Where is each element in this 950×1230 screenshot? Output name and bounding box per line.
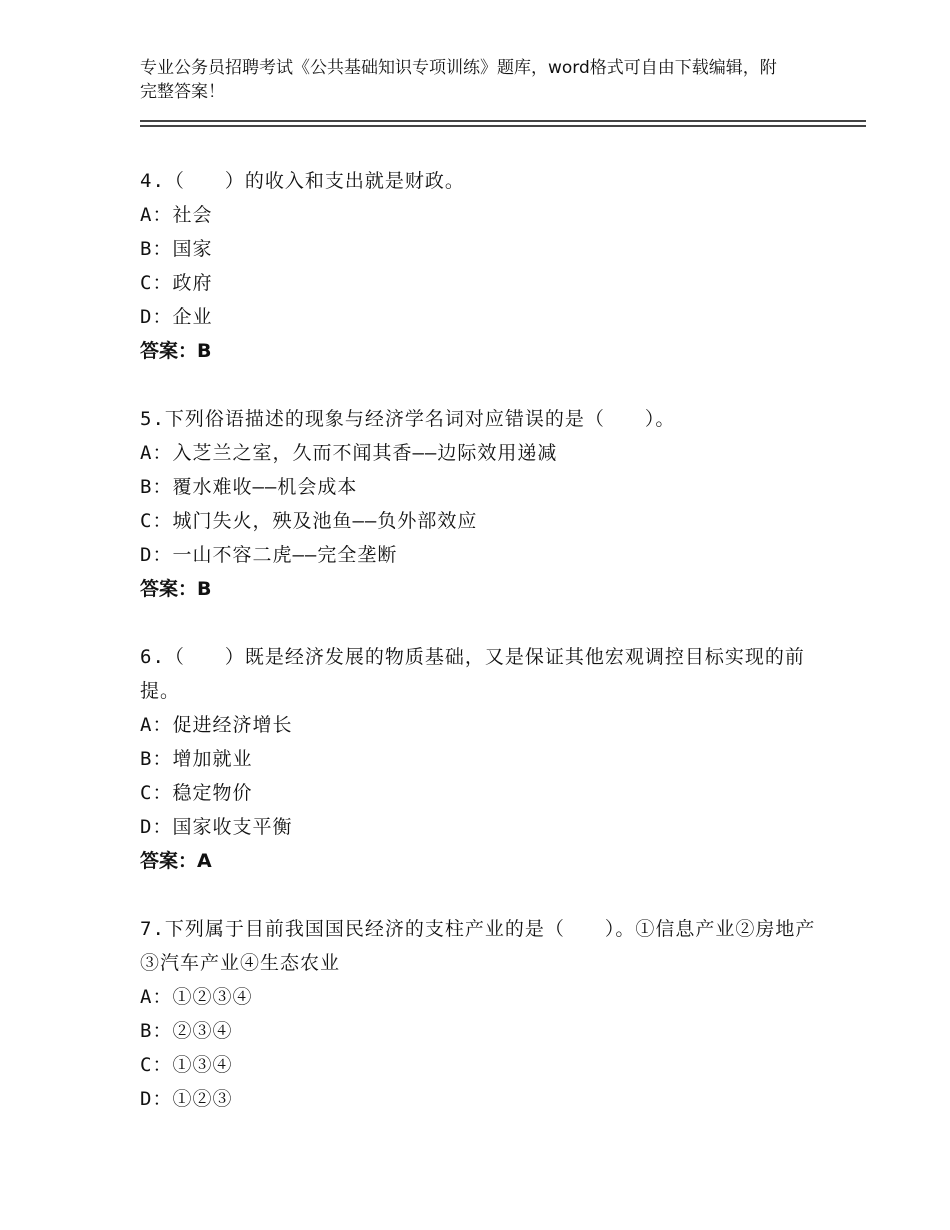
question-5 <box>140 402 820 606</box>
header-divider-top <box>140 120 866 122</box>
document-header: 专业公务员招聘考试《公共基础知识专项训练》题库，word格式可自由下载编辑，附完整答案！ <box>140 58 777 102</box>
option-b: B：②③④ <box>140 1020 233 1042</box>
question-stem: 4.（ ）的收入和支出就是财政。 <box>140 170 465 192</box>
answer-label: 答案：A <box>140 850 212 872</box>
question-stem: 7.下列属于目前我国国民经济的支柱产业的是（ ）。①信息产业②房地产③汽车产业④生态农业 <box>140 918 816 974</box>
question-stem: 6.（ ）既是经济发展的物质基础，又是保证其他宏观调控目标实现的前提。 <box>140 646 805 702</box>
option-d: D：国家收支平衡 <box>140 816 293 838</box>
question-list <box>140 164 820 1116</box>
question-4 <box>140 164 820 368</box>
option-b: B：覆水难收——机会成本 <box>140 476 358 498</box>
option-d: D：①②③ <box>140 1088 233 1110</box>
option-b: B：增加就业 <box>140 748 253 770</box>
option-a: A：社会 <box>140 204 213 226</box>
option-d: D：一山不容二虎——完全垄断 <box>140 544 398 566</box>
option-c: C：①③④ <box>140 1054 233 1076</box>
option-a: A：入芝兰之室，久而不闻其香——边际效用递减 <box>140 442 558 464</box>
answer-label: 答案：B <box>140 578 212 600</box>
option-c: C：政府 <box>140 272 213 294</box>
option-a: A：促进经济增长 <box>140 714 293 736</box>
header-divider-bottom <box>140 125 866 127</box>
option-c: C：城门失火，殃及池鱼——负外部效应 <box>140 510 478 532</box>
question-stem: 5.下列俗语描述的现象与经济学名词对应错误的是（ ）。 <box>140 408 676 430</box>
answer-label: 答案：B <box>140 340 212 362</box>
option-a: A：①②③④ <box>140 986 253 1008</box>
option-d: D：企业 <box>140 306 213 328</box>
question-7 <box>140 912 820 1116</box>
option-c: C：稳定物价 <box>140 782 253 804</box>
option-b: B：国家 <box>140 238 213 260</box>
question-6 <box>140 640 820 878</box>
